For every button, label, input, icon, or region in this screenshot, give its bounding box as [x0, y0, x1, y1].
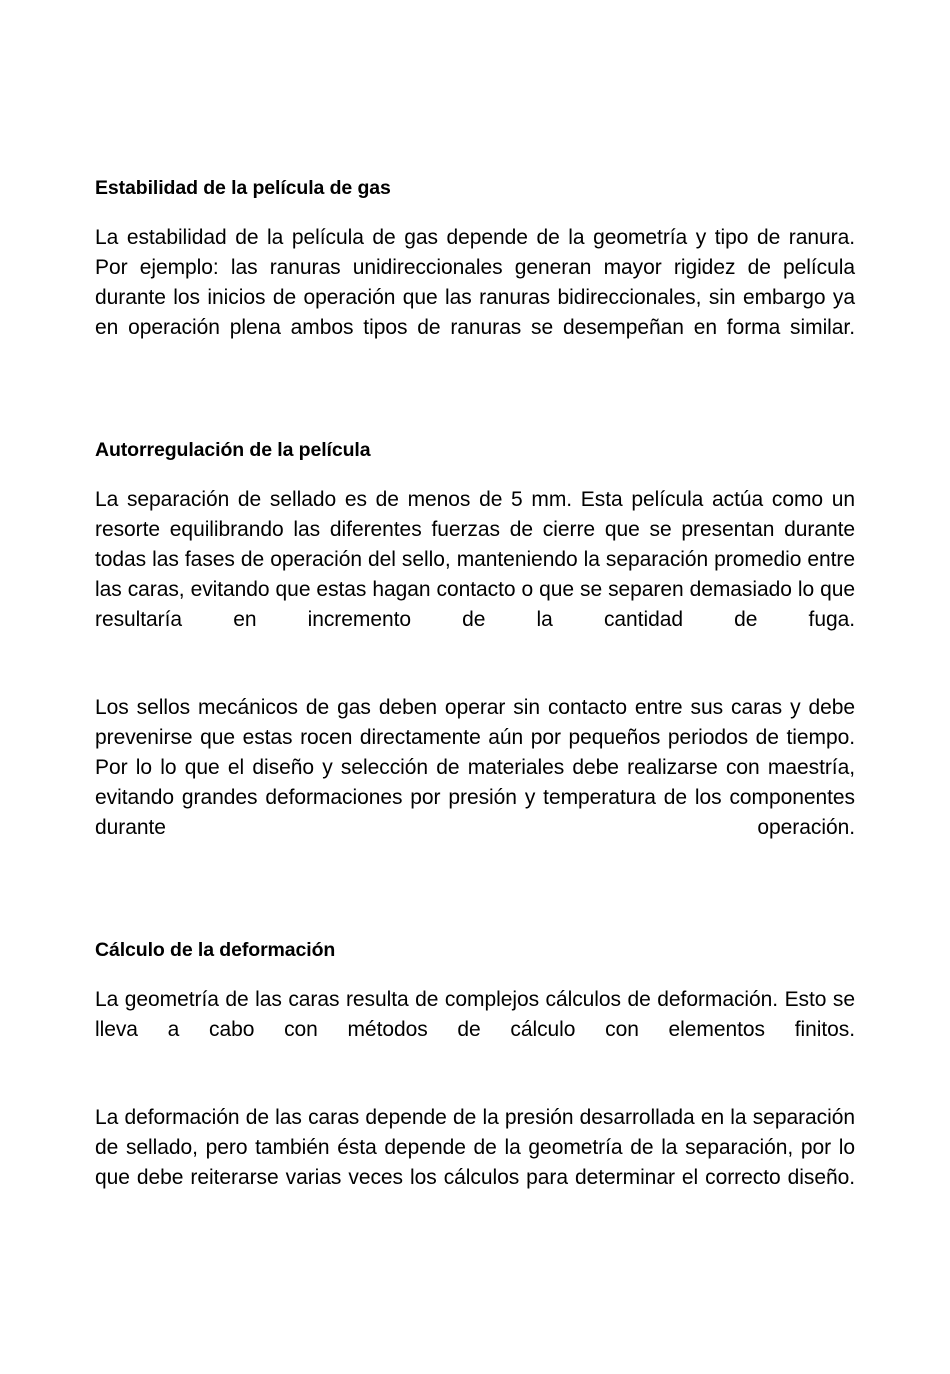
paragraph: La separación de sellado es de menos de 5 mm. Esta película actúa como un resorte equilibrando las diferentes fuerzas de cierre que se presentan durante todas las fases de operación del sello, manteniendo la separación promedio entre las caras, evitando que estas hagan contacto o que se separen demasiado lo que resultaría en incremento de la cantidad de fuga. — [95, 488, 855, 631]
document-body — [95, 175, 855, 1223]
paragraph: La estabilidad de la película de gas depende de la geometría y tipo de ranura. Por ejemplo: las ranuras unidireccionales generan mayor rigidez de película durante los inicios de operación que las ranuras bidireccionales, sin embargo ya en operación plena ambos tipos de ranuras se desempeñan en forma similar. — [95, 226, 855, 339]
paragraph: La deformación de las caras depende de la presión desarrollada en la separación de sellado, pero también ésta depende de la geometría de la separación, por lo que debe reiterarse varias veces los cálculos para determinar el correcto diseño. — [95, 1106, 855, 1189]
paragraph: Los sellos mecánicos de gas deben operar sin contacto entre sus caras y debe prevenirse que estas rocen directamente aún por pequeños periodos de tiempo. Por lo lo que el diseño y selección de materiales debe realizarse con maestría, evitando grandes deformaciones por presión y temperatura de los componentes durante operación. — [95, 696, 855, 839]
section-heading: Autorregulación de la película — [95, 439, 371, 461]
section-autorregulacion-pelicula — [95, 437, 855, 873]
section-heading: Cálculo de la deformación — [95, 939, 336, 961]
paragraph: La geometría de las caras resulta de complejos cálculos de deformación. Esto se lleva a cabo con métodos de cálculo con elementos finitos. — [95, 988, 855, 1041]
section-heading: Estabilidad de la película de gas — [95, 177, 391, 199]
section-estabilidad-pelicula-gas — [95, 175, 855, 373]
section-calculo-deformacion — [95, 937, 855, 1223]
